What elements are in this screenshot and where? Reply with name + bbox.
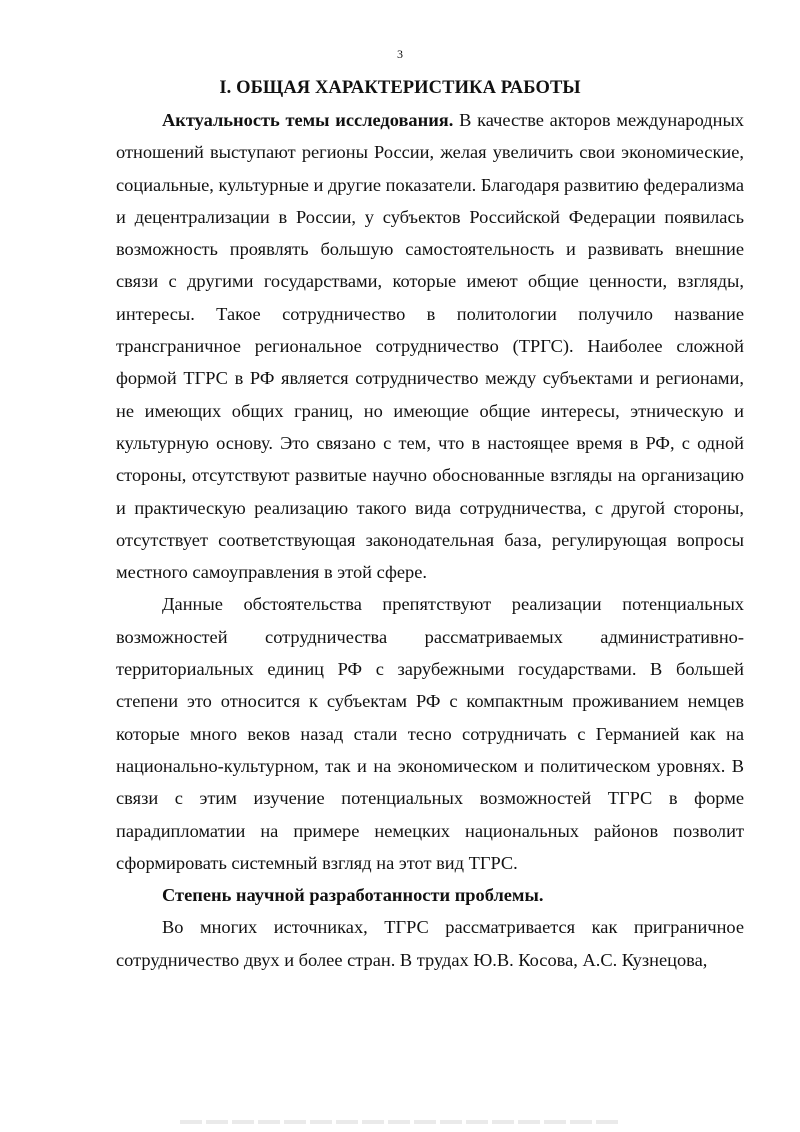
paragraph-relevance <box>116 104 744 588</box>
section-heading: I. ОБЩАЯ ХАРАКТЕРИСТИКА РАБОТЫ <box>219 78 581 98</box>
page-number: 3 <box>397 47 403 61</box>
footer-scan-artifact <box>180 1120 620 1124</box>
relevance-text: В качестве акторов международных отношений выступают регионы России, желая увеличить свои экономические, социальные, культурные и другие показатели. Благодаря развитию федерализма и децентрализации в России, у субъектов Российской Федерации появилась возможность проявлять большую самостоятельность и развивать внешние связи с другими государствами, которые имеют общие ценности, взгляды, интересы. Такое сотрудничество в политологии получило название трансграничное региональное сотрудничество (ТРГС). Наиболее сложной формой ТГРС в РФ является сотрудничество между субъектами и регионами, не имеющих общих границ, но имеющие общие интересы, этническую и культурную основу. Это связано с тем, что в настоящее время в РФ, с одной стороны, отсутствуют развитые научно обоснованные взгляды на организацию и практическую реализацию такого вида сотрудничества, с другой стороны, отсутствует соответствующая законодательная база, регулирующая вопросы местного самоуправления в этой сфере. <box>116 110 745 583</box>
paragraph-sources: Во многих источниках, ТГРС рассматривается как приграничное сотрудничество двух и более стран. В трудах Ю.В. Косова, А.С. Кузнецова, <box>116 917 744 970</box>
relevance-lead: Актуальность темы исследования. <box>162 110 454 130</box>
paragraph-circumstances: Данные обстоятельства препятствуют реализации потенциальных возможностей сотрудничества рассматриваемых административно-территориальных единиц РФ с зарубежными государствами. В большей степени это относится к субъектам РФ с компактным проживанием немцев которые много веков назад стали тесно сотрудничать с Германией как на национально-культурном, так и на экономическом и политическом уровнях. В связи с этим изучение потенциальных возможностей ТГРС в форме парадипломатии на примере немецких национальных районов позволит сформировать системный взгляд на этот вид ТГРС. <box>116 594 744 873</box>
body-text <box>116 104 744 976</box>
subheading-research-degree: Степень научной разработанности проблемы. <box>162 885 544 906</box>
